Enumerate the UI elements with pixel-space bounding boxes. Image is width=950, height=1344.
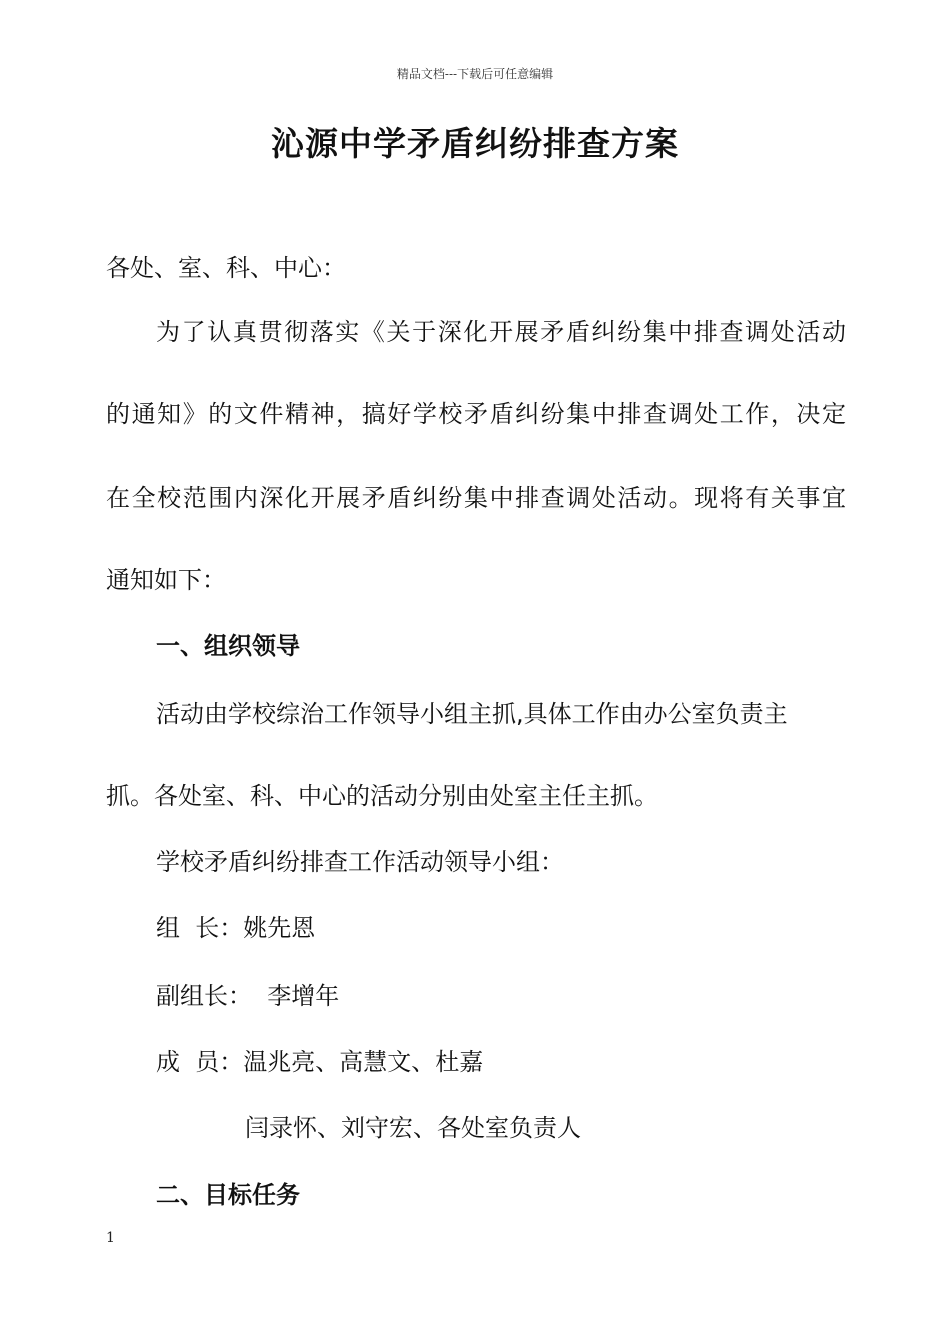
- intro-line-1: 为了认真贯彻落实《关于深化开展矛盾纠纷集中排查调处活动: [156, 318, 846, 346]
- section-heading-goals: 二、目标任务: [156, 1181, 300, 1209]
- group-title: 学校矛盾纠纷排查工作活动领导小组：: [156, 848, 564, 876]
- page-number: 1: [106, 1230, 115, 1246]
- intro-line-3: 在全校范围内深化开展矛盾纠纷集中排查调处活动。现将有关事宜: [106, 484, 846, 512]
- header-note: 精品文档---下载后可任意编辑: [396, 67, 554, 81]
- group-deputy: 副组长： 李增年: [156, 982, 340, 1010]
- group-members-line-1: 成 员：温兆亮、高慧文、杜嘉: [156, 1048, 484, 1076]
- group-members-line-2: 闫录怀、刘守宏、各处室负责人: [245, 1114, 581, 1142]
- section-heading-organization: 一、组织领导: [156, 632, 300, 660]
- section1-para-line-1: 活动由学校综治工作领导小组主抓,具体工作由办公室负责主: [156, 700, 788, 728]
- intro-line-4: 通知如下：: [106, 566, 226, 594]
- page-title: 沁源中学矛盾纠纷排查方案: [271, 124, 679, 163]
- salutation: 各处、室、科、中心：: [106, 254, 346, 282]
- group-leader: 组 长：姚先恩: [156, 914, 316, 942]
- intro-line-2: 的通知》的文件精神，搞好学校矛盾纠纷集中排查调处工作，决定: [106, 400, 846, 428]
- section1-para-line-2: 抓。各处室、科、中心的活动分别由处室主任主抓。: [106, 782, 658, 810]
